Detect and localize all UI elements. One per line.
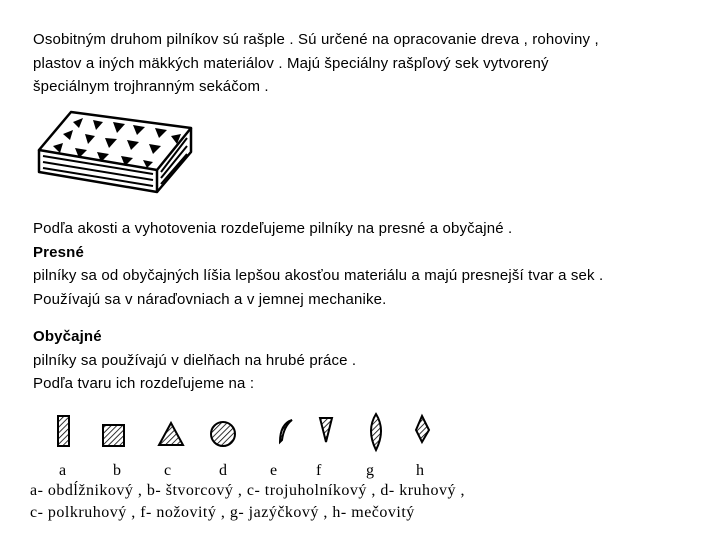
ordinary-line: Podľa tvaru ich rozdeľujeme na : bbox=[33, 375, 255, 392]
file-profiles-figure bbox=[30, 410, 450, 460]
precise-heading: Presné bbox=[33, 243, 84, 261]
intro-paragraph bbox=[33, 28, 599, 99]
quality-intro: Podľa akosti a vyhotovenia rozdeľujeme pilníky na presné a obyčajné . bbox=[33, 220, 513, 237]
circle-profile-icon bbox=[211, 422, 235, 446]
barrette-profile-icon bbox=[371, 414, 381, 450]
precise-line: pilníky sa od obyčajných líšia lepšou akosťou materiálu a majú presnejší tvar a sek . bbox=[33, 267, 604, 284]
shapes-legend-line: a- obdĺžnikový , b- štvorcový , c- trojuholníkový , d- kruhový , bbox=[30, 482, 466, 499]
precise-line: Používajú sa v náraďovniach a v jemnej mechanike. bbox=[33, 290, 387, 308]
shape-letter-b: b bbox=[113, 462, 121, 479]
ordinary-line: pilníky sa používajú v dielňach na hrubé práce . bbox=[33, 351, 357, 369]
ordinary-section bbox=[33, 325, 356, 396]
shapes-legend-line: c- polkruhový , f- nožovitý , g- jazýčkový , h- mečovitý bbox=[30, 504, 415, 521]
quality-section bbox=[33, 217, 603, 311]
square-profile-icon bbox=[103, 425, 124, 446]
shape-letter-g: g bbox=[366, 462, 374, 479]
shape-letter-c: c bbox=[164, 462, 172, 479]
shape-letter-f: f bbox=[316, 462, 322, 479]
intro-line: plastov a iných mäkkých materiálov . Majú špeciálny rašpľový sek vytvorený bbox=[33, 54, 549, 72]
rasp-file-illustration bbox=[33, 100, 193, 200]
ordinary-heading: Obyčajné bbox=[33, 328, 102, 345]
lens-profile-icon bbox=[416, 416, 429, 442]
rectangle-profile-icon bbox=[58, 416, 69, 446]
intro-line: Osobitným druhom pilníkov sú rašple . Sú určené na opracovanie dreva , rohoviny , bbox=[33, 31, 599, 48]
shape-letter-d: d bbox=[219, 462, 227, 479]
knife-profile-icon bbox=[320, 418, 332, 442]
shape-letter-e: e bbox=[270, 462, 278, 479]
shape-letter-a: a bbox=[59, 462, 67, 479]
half-round-profile-icon bbox=[280, 420, 292, 442]
intro-line: špeciálnym trojhranným sekáčom . bbox=[33, 78, 269, 95]
triangle-profile-icon bbox=[159, 423, 183, 445]
shape-letter-h: h bbox=[416, 462, 424, 479]
